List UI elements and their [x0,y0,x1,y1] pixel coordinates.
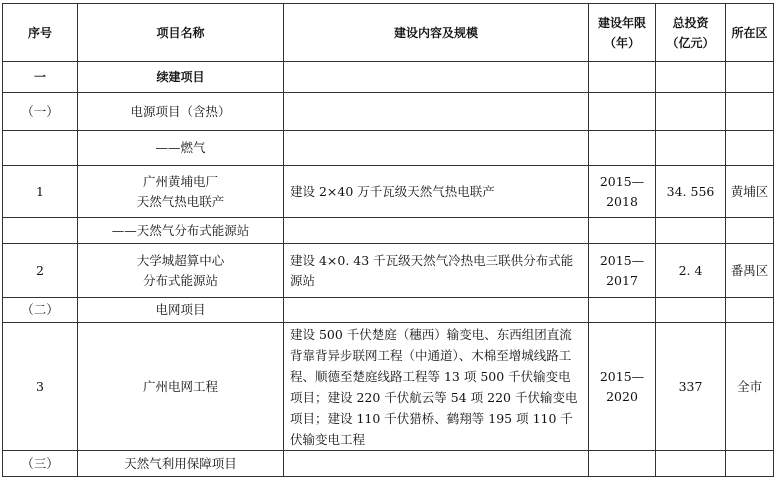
row-no [3,218,78,244]
row-period [589,62,656,93]
row-content [284,298,589,323]
table-row [3,131,774,166]
row-period [589,218,656,244]
row-district [726,93,774,131]
row-name: 广州电网工程 [78,323,284,451]
row-no: 1 [3,166,78,218]
row-investment: 2. 4 [656,244,726,298]
row-content: 建设 500 千伏楚庭（穗西）输变电、东西组团直流背靠背异步联网工程（中通道）、木棉至增城线路工程、顺德至楚庭线路工程等 13 项 500 千伏输变电项目；建设 220 千伏航云等 54 项 220 千伏输变电项目；建设 110 千伏猎桥、鹤翔等 195 项 110 千伏输变电工程 [284,323,589,451]
row-no [3,131,78,166]
row-content [284,218,589,244]
table-row [3,451,774,477]
row-investment [656,62,726,93]
header-name: 项目名称 [78,4,284,62]
row-name: ——天然气分布式能源站 [78,218,284,244]
row-name: 广州黄埔电厂 天然气热电联产 [78,166,284,218]
row-investment [656,298,726,323]
row-period: 2015—2017 [589,244,656,298]
row-investment [656,93,726,131]
row-content [284,93,589,131]
row-district [726,298,774,323]
row-investment [656,451,726,477]
row-investment [656,131,726,166]
row-name: 电网项目 [78,298,284,323]
row-name: 电源项目（含热） [78,93,284,131]
row-period: 2015—2018 [589,166,656,218]
table-row [3,93,774,131]
header-row [3,4,774,62]
row-period: 2015—2020 [589,323,656,451]
row-no: （二） [3,298,78,323]
row-period [589,298,656,323]
row-no: （三） [3,451,78,477]
row-district: 全市 [726,323,774,451]
row-district: 番禺区 [726,244,774,298]
header-period: 建设年限 （年） [589,4,656,62]
row-no: 3 [3,323,78,451]
header-content: 建设内容及规模 [284,4,589,62]
row-district [726,62,774,93]
row-name: 天然气利用保障项目 [78,451,284,477]
row-name: 大学城超算中心 分布式能源站 [78,244,284,298]
row-no: 2 [3,244,78,298]
header-district: 所在区 [726,4,774,62]
table-row [3,62,774,93]
table-row [3,244,774,298]
row-content [284,62,589,93]
row-no: 一 [3,62,78,93]
row-period [589,451,656,477]
row-investment: 34. 556 [656,166,726,218]
row-district: 黄埔区 [726,166,774,218]
table-row [3,166,774,218]
row-investment: 337 [656,323,726,451]
table-row [3,323,774,451]
row-district [726,451,774,477]
row-content [284,131,589,166]
header-no: 序号 [3,4,78,62]
table-row [3,218,774,244]
row-district [726,218,774,244]
row-no: （一） [3,93,78,131]
row-investment [656,218,726,244]
project-table [2,3,774,477]
row-district [726,131,774,166]
table-row [3,298,774,323]
row-content [284,451,589,477]
row-period [589,93,656,131]
row-name: 续建项目 [78,62,284,93]
row-content: 建设 2×40 万千瓦级天然气热电联产 [284,166,589,218]
row-period [589,131,656,166]
row-content: 建设 4×0. 43 千瓦级天然气冷热电三联供分布式能源站 [284,244,589,298]
header-investment: 总投资 （亿元） [656,4,726,62]
row-name: ——燃气 [78,131,284,166]
